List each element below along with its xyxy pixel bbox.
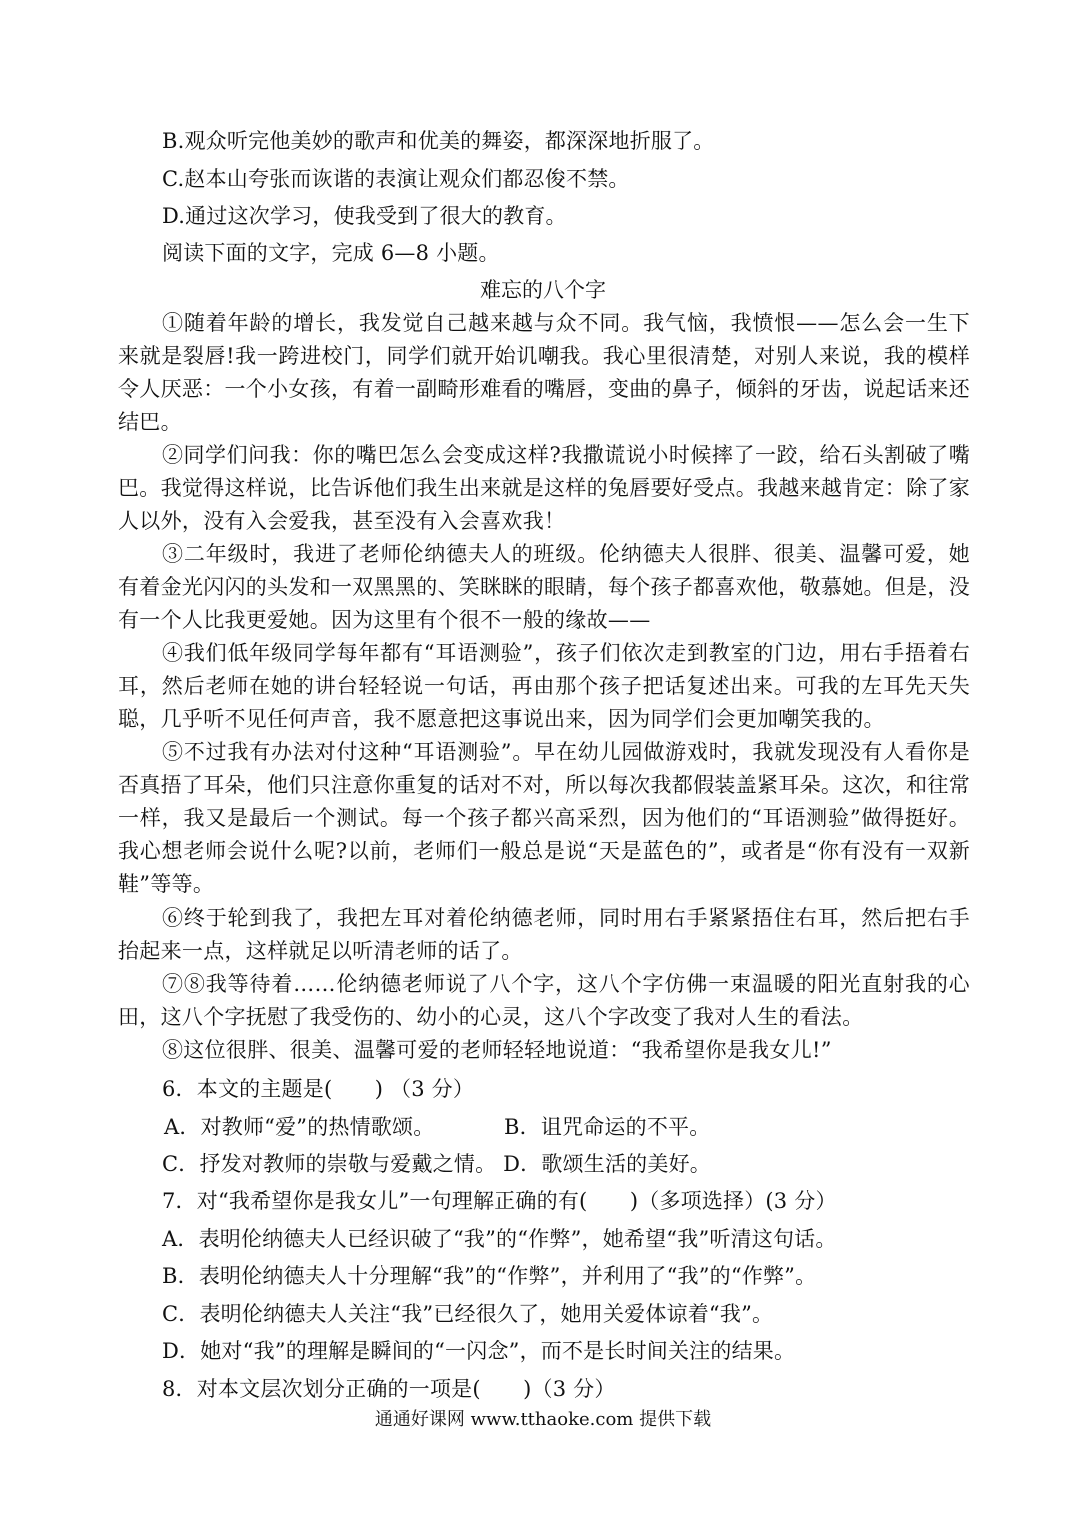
q8-stem: 8．对本文层次划分正确的一项是( )（3 分）	[162, 1377, 616, 1401]
q6-option-a: A．对教师“爱”的热情歌颂。	[164, 1115, 435, 1139]
article-title: 难忘的八个字	[480, 278, 606, 302]
q7-option-a: A．表明伦纳德夫人已经识破了“我”的“作弊”，她希望“我”听清这句话。	[162, 1227, 837, 1251]
article-paragraph-1: ①随着年龄的增长，我发觉自己越来越与众不同。我气恼，我愤恨——怎么会一生下来就是裂唇!我一跨进校门，同学们就开始讥嘲我。我心里很清楚，对别人来说，我的模样令人厌恶：一个小女孩，有着一副畸形难看的嘴唇，变曲的鼻子，倾斜的牙齿，说起话来还结巴。	[118, 311, 970, 434]
q5-option-d: D.通过这次学习，使我受到了很大的教育。	[162, 204, 567, 228]
q5-option-b: B.观众听完他美妙的歌声和优美的舞姿，都深深地折服了。	[162, 129, 715, 153]
article-paragraph-3: ③二年级时，我进了老师伦纳德夫人的班级。伦纳德夫人很胖、很美、温馨可爱，她有着金光闪闪的头发和一双黑黑的、笑眯眯的眼睛，每个孩子都喜欢他，敬慕她。但是，没有一个人比我更爱她。因为这里有个很不一般的缘故——	[118, 542, 970, 632]
article-paragraph-7: ⑦⑧我等待着……伦纳德老师说了八个字，这八个字仿佛一束温暖的阳光直射我的心田，这八个字抚慰了我受伤的、幼小的心灵，这八个字改变了我对人生的看法。	[118, 972, 970, 1029]
article-paragraph-6: ⑥终于轮到我了，我把左耳对着伦纳德老师，同时用右手紧紧捂住右耳，然后把右手抬起来一点，这样就足以听清老师的话了。	[118, 906, 970, 963]
article-paragraph-5: ⑤不过我有办法对付这种“耳语测验”。早在幼儿园做游戏时，我就发现没有人看你是否真捂了耳朵，他们只注意你重复的话对不对，所以每次我都假装盖紧耳朵。这次，和往常一样，我又是最后一个测试。每一个孩子都兴高采烈，因为他们的“耳语测验”做得挺好。我心想老师会说什么呢?以前，老师们一般总是说“天是蓝色的”，或者是“你有没有一双新鞋”等等。	[118, 740, 970, 896]
q7-option-d: D．她对“我”的理解是瞬间的“一闪念”，而不是长时间关注的结果。	[162, 1339, 796, 1363]
q7-option-b: B．表明伦纳德夫人十分理解“我”的“作弊”，并利用了“我”的“作弊”。	[162, 1264, 817, 1288]
page-footer: 通通好课网 www.tthaoke.com 提供下载	[374, 1409, 712, 1430]
article-paragraph-2: ②同学们问我：你的嘴巴怎么会变成这样?我撒谎说小时候摔了一跤，给石头割破了嘴巴。我觉得这样说，比告诉他们我生出来就是这样的兔唇要好受点。我越来越肯定：除了家人以外，没有入会爱我，甚至没有入会喜欢我！	[118, 443, 970, 533]
q6-options-c-d: C．抒发对教师的崇敬与爱戴之情。 D．歌颂生活的美好。	[162, 1152, 711, 1176]
q6-stem: 6．本文的主题是( ) （3 分）	[162, 1077, 475, 1101]
q5-option-c: C.赵本山夸张而诙谐的表演让观众们都忍俊不禁。	[162, 167, 630, 191]
article-paragraph-4: ④我们低年级同学每年都有“耳语测验”，孩子们依次走到教室的门边，用右手捂着右耳，然后老师在她的讲台轻轻说一句话，再由那个孩子把话复述出来。可我的左耳先天失聪，几乎听不见任何声音，我不愿意把这事说出来，因为同学们会更加嘲笑我的。	[118, 641, 970, 731]
q6-option-b: B．诅咒命运的不平。	[504, 1115, 711, 1139]
article-paragraph-8: ⑧这位很胖、很美、温馨可爱的老师轻轻地说道：“我希望你是我女儿!”	[162, 1038, 832, 1062]
reading-instruction: 阅读下面的文字，完成 6—8 小题。	[162, 241, 500, 265]
q7-stem: 7．对“我希望你是我女儿”一句理解正确的有( )（多项选择）(3 分）	[162, 1189, 837, 1213]
q7-option-c: C．表明伦纳德夫人关注“我”已经很久了，她用关爱体谅着“我”。	[162, 1302, 774, 1326]
